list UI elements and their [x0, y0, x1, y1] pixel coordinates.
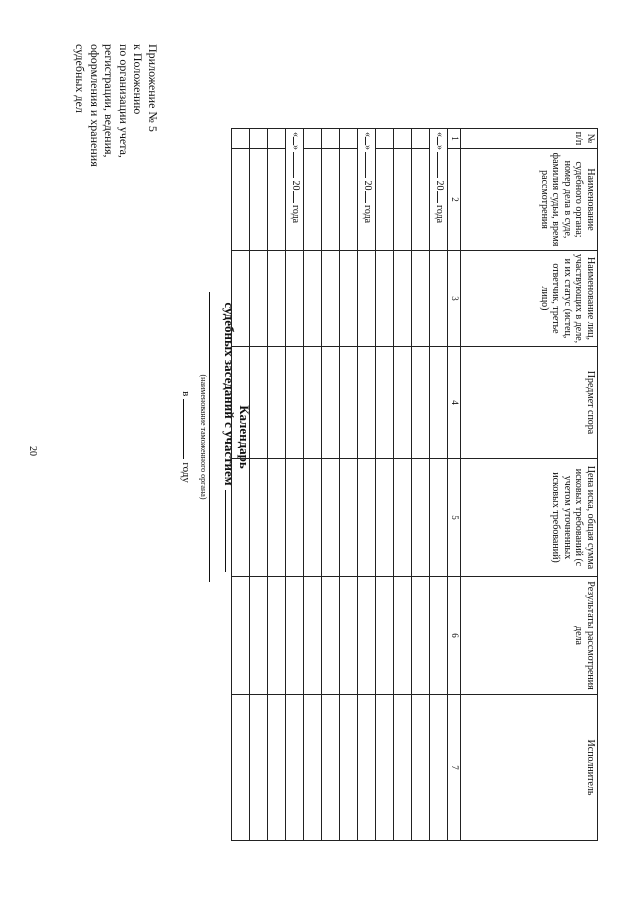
calendar-table-wrap	[231, 128, 598, 840]
table-cell	[376, 251, 394, 347]
table-cell	[430, 347, 448, 459]
date-row	[430, 129, 448, 841]
table-cell	[250, 149, 268, 251]
table-cell	[304, 347, 322, 459]
year-word: года	[290, 205, 301, 224]
table-cell	[322, 695, 340, 841]
table-cell	[358, 459, 376, 577]
year-line	[180, 282, 193, 592]
table-cell	[376, 347, 394, 459]
header-cell: Цена иска, общая сумма исковых требований (с учетом уточненных исковых требований)	[461, 459, 598, 577]
table-cell	[340, 149, 358, 251]
table-cell	[340, 347, 358, 459]
table-cell	[430, 577, 448, 695]
day-blank	[437, 137, 447, 145]
table-cell	[412, 149, 430, 251]
day-blank	[365, 137, 375, 145]
column-number: 1	[448, 129, 461, 149]
table-cell	[250, 695, 268, 841]
table-cell	[376, 695, 394, 841]
table-row	[394, 129, 412, 841]
table-row	[376, 129, 394, 841]
table-cell	[322, 347, 340, 459]
year-word: года	[362, 205, 373, 224]
table-cell	[394, 459, 412, 577]
table-cell	[358, 251, 376, 347]
table-cell	[430, 459, 448, 577]
table-cell	[232, 695, 250, 841]
header-cell: № п/п	[461, 129, 598, 149]
appendix-line: к Положению	[131, 44, 146, 115]
table-cell	[340, 577, 358, 695]
table-cell	[394, 129, 412, 149]
quote-close: »	[290, 145, 301, 150]
table-cell	[340, 129, 358, 149]
day-blank	[293, 137, 303, 145]
table-cell	[412, 577, 430, 695]
table-cell	[412, 129, 430, 149]
document-title: Календарь	[237, 405, 252, 469]
quote-open: «	[434, 132, 445, 137]
century: 20	[434, 180, 445, 191]
table-cell	[304, 695, 322, 841]
page-number: 20	[27, 446, 38, 456]
table-cell	[376, 129, 394, 149]
table-cell	[268, 251, 286, 347]
table-cell	[322, 129, 340, 149]
table-cell	[358, 695, 376, 841]
column-number: 4	[448, 347, 461, 459]
year-blank	[365, 191, 375, 203]
column-number: 3	[448, 251, 461, 347]
table-row	[232, 129, 250, 841]
header-cell: Исполнитель	[461, 695, 598, 841]
appendix-block	[73, 44, 160, 234]
column-number: 2	[448, 149, 461, 251]
year-blank	[183, 399, 193, 459]
header-cell: Наименование судебного органа; номер дела в суде, фамилия судьи, время рассмотрения	[461, 149, 598, 251]
table-cell	[268, 695, 286, 841]
date-cell	[286, 129, 304, 251]
table-cell	[412, 347, 430, 459]
table-cell	[232, 347, 250, 459]
table-cell	[340, 251, 358, 347]
table-cell	[250, 129, 268, 149]
table-cell	[286, 695, 304, 841]
century: 20	[362, 180, 373, 191]
year-blank	[293, 191, 303, 203]
table-cell	[250, 459, 268, 577]
table-cell	[268, 577, 286, 695]
table-row	[268, 129, 286, 841]
table-cell	[340, 695, 358, 841]
year-blank	[437, 191, 447, 203]
table-cell	[268, 459, 286, 577]
table-cell	[412, 251, 430, 347]
date-row	[286, 129, 304, 841]
table-cell	[250, 347, 268, 459]
table-row	[412, 129, 430, 841]
table-cell	[376, 577, 394, 695]
appendix-line: оформления и хранения	[88, 44, 102, 167]
column-number: 5	[448, 459, 461, 577]
table-row	[304, 129, 322, 841]
table-cell	[394, 149, 412, 251]
date-row	[358, 129, 376, 841]
table-cell	[232, 459, 250, 577]
century: 20	[290, 180, 301, 191]
quote-close: »	[434, 145, 445, 150]
header-cell: Результаты рассмотрения дела	[461, 577, 598, 695]
appendix-line: судебных дел	[73, 44, 88, 113]
table-cell	[304, 129, 322, 149]
date-cell	[430, 129, 448, 251]
table-cell	[340, 459, 358, 577]
table-cell	[376, 149, 394, 251]
year-word: года	[434, 205, 445, 224]
table-cell	[376, 459, 394, 577]
table-cell	[286, 347, 304, 459]
table-cell	[232, 149, 250, 251]
table-cell	[304, 149, 322, 251]
table-row	[322, 129, 340, 841]
table-cell	[358, 347, 376, 459]
table-cell	[394, 577, 412, 695]
quote-close: »	[362, 145, 373, 150]
table-cell	[394, 695, 412, 841]
org-name-line	[209, 292, 214, 582]
table-row	[340, 129, 358, 841]
table-cell	[304, 577, 322, 695]
table-cell	[394, 347, 412, 459]
table-cell	[394, 251, 412, 347]
table-cell	[286, 251, 304, 347]
table-cell	[322, 149, 340, 251]
table-cell	[268, 129, 286, 149]
table-cell	[412, 459, 430, 577]
header-row	[461, 129, 598, 841]
table-cell	[250, 251, 268, 347]
table-cell	[286, 577, 304, 695]
table-cell	[250, 577, 268, 695]
table-cell	[322, 251, 340, 347]
table-cell	[322, 577, 340, 695]
month-blank	[293, 152, 303, 178]
header-cell: Предмет спора	[461, 347, 598, 459]
calendar-table	[231, 128, 598, 841]
column-number: 6	[448, 577, 461, 695]
quote-open: «	[362, 132, 373, 137]
year-suffix: году	[180, 462, 192, 483]
appendix-line: Приложение № 5	[146, 44, 160, 132]
subtitle-text: судебных заседаний с участием	[222, 302, 237, 486]
table-cell	[268, 347, 286, 459]
table-cell	[286, 459, 304, 577]
month-blank	[437, 152, 447, 178]
column-number: 7	[448, 695, 461, 841]
table-row	[250, 129, 268, 841]
column-number-row	[448, 129, 461, 841]
appendix-line: по организации учета,	[117, 44, 131, 158]
month-blank	[365, 152, 375, 178]
table-cell	[430, 251, 448, 347]
table-cell	[304, 251, 322, 347]
year-prefix: в	[180, 391, 192, 397]
header-cell: Наименование лиц, участвующих в деле, и их статус (истец, ответчик, третье лицо)	[461, 251, 598, 347]
table-cell	[232, 577, 250, 695]
table-cell	[232, 251, 250, 347]
table-cell	[232, 129, 250, 149]
table-cell	[412, 695, 430, 841]
quote-open: «	[290, 132, 301, 137]
table-cell	[268, 149, 286, 251]
table-cell	[304, 459, 322, 577]
table-cell	[322, 459, 340, 577]
date-cell	[358, 129, 376, 251]
appendix-line: регистрации, ведения,	[102, 44, 117, 158]
table-cell	[430, 695, 448, 841]
org-name-caption: (наименование таможенного органа)	[199, 374, 208, 500]
table-cell	[358, 577, 376, 695]
